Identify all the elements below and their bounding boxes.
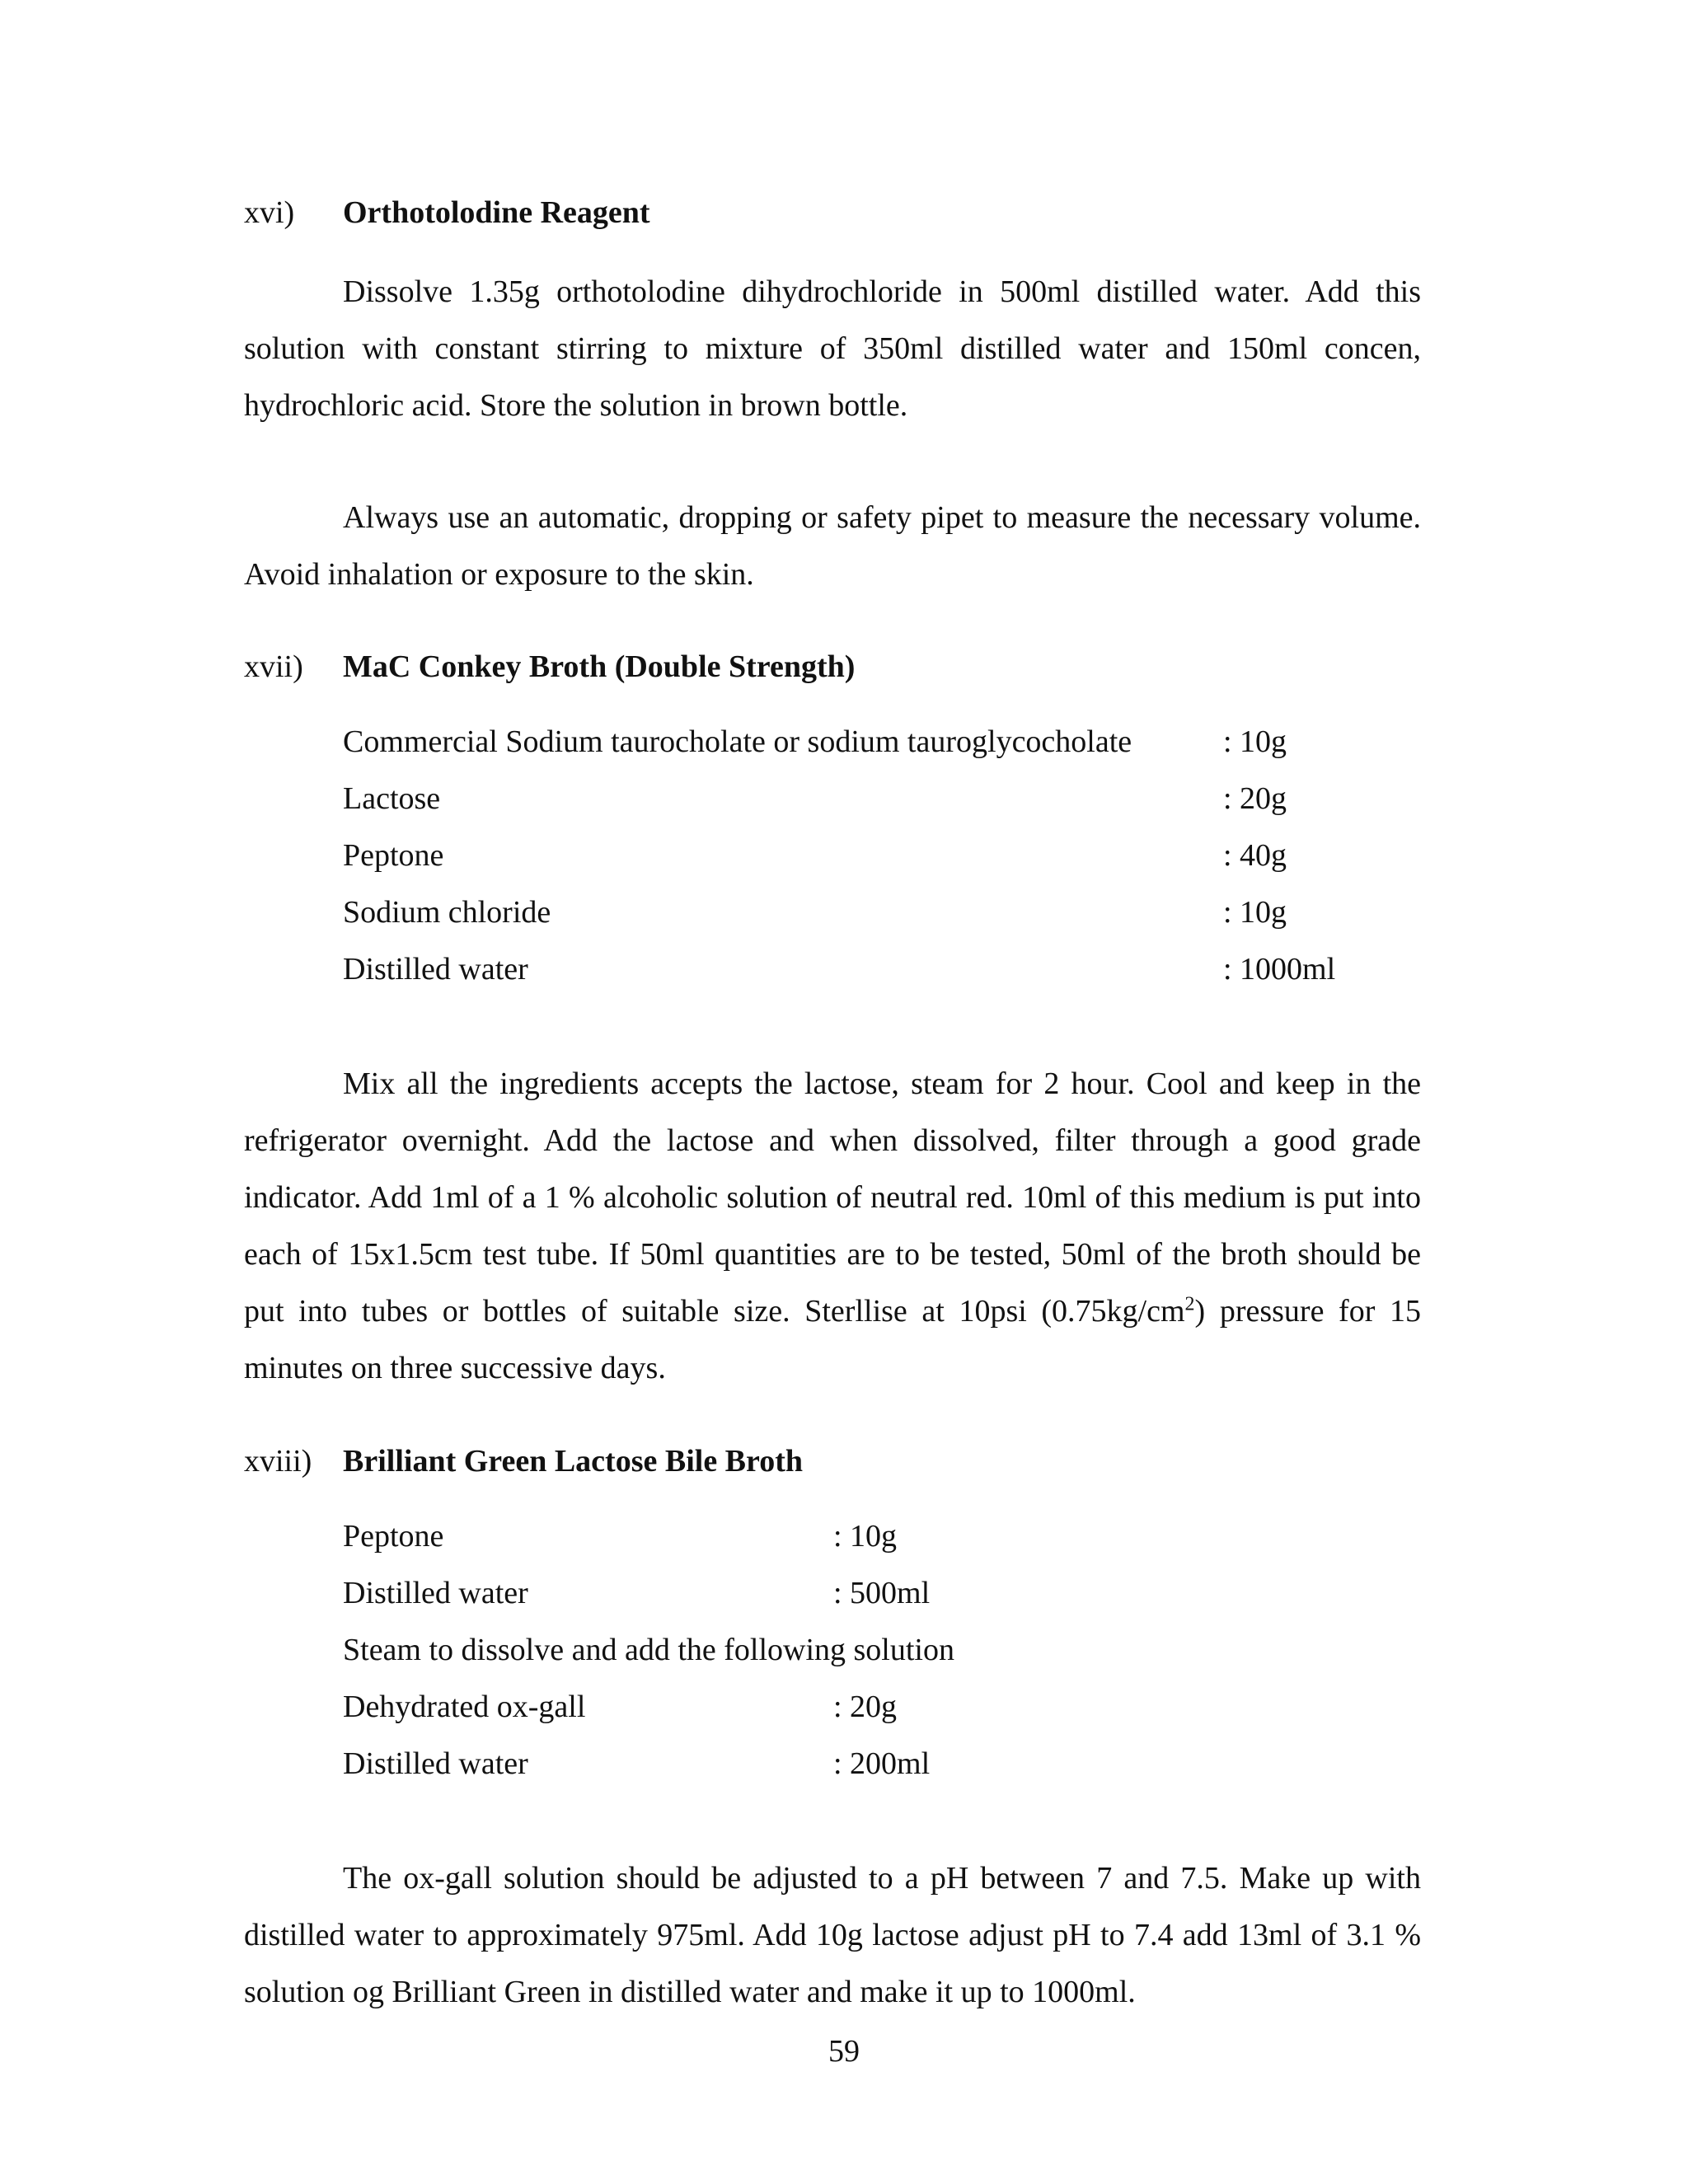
ingredient-name: Sodium chloride: [343, 895, 551, 930]
ingredient-amount: : 20g: [833, 1690, 898, 1724]
ingredient-name: Peptone: [343, 838, 444, 873]
section-title: Brilliant Green Lactose Bile Broth: [343, 1444, 803, 1479]
page-number: 59: [828, 2034, 860, 2069]
ingredient-amount: : 20g: [1223, 781, 1287, 816]
ingredient-name: Dehydrated ox-gall: [343, 1690, 586, 1724]
ingredient-name: Lactose: [343, 781, 441, 816]
superscript: 2: [1184, 1293, 1195, 1315]
paragraph-text: ) pressure for 15 minutes on three successive days.: [244, 1294, 1421, 1385]
instruction-line: Steam to dissolve and add the following solution: [343, 1633, 954, 1667]
paragraph-text: Mix all the ingredients accepts the lactose, steam for 2 hour. Cool and keep in the refrigerator overnight. Add the lactose and when dissolved, filter through a good grade indicator. Add 1ml of a 1 % alcoholic solution of neutral red. 10ml of this medium is put into each of 15x1.5cm test tube. If 50ml quantities are to be tested, 50ml of the broth should be put into tubes or bottles of suitable size. Sterllise at 10psi (0.75kg/cm: [244, 1066, 1421, 1329]
ingredient-name: Commercial Sodium taurocholate or sodium tauroglycocholate: [343, 724, 1132, 759]
ingredient-amount: : 1000ml: [1223, 952, 1336, 987]
section-title: Orthotolodine Reagent: [343, 195, 650, 230]
section-number: xvii): [244, 649, 303, 684]
paragraph: Dissolve 1.35g orthotolodine dihydrochloride in 500ml distilled water. Add this solution with constant stirring to mixture of 350ml distilled water and 150ml concen, hydrochloric acid. Store the solution in brown bottle.: [244, 274, 1421, 423]
section-title: MaC Conkey Broth (Double Strength): [343, 649, 856, 684]
ingredient-amount: : 10g: [1223, 895, 1287, 930]
ingredient-name: Peptone: [343, 1519, 444, 1554]
section-number: xvi): [244, 195, 295, 230]
paragraph: [244, 1056, 1421, 1397]
paragraph: Always use an automatic, dropping or safety pipet to measure the necessary volume. Avoid inhalation or exposure to the skin.: [244, 500, 1421, 592]
ingredient-name: Distilled water: [343, 1746, 528, 1781]
ingredient-amount: : 10g: [833, 1519, 898, 1554]
ingredient-name: Distilled water: [343, 1576, 528, 1610]
ingredient-amount: : 500ml: [833, 1576, 931, 1610]
paragraph: The ox-gall solution should be adjusted to a pH between 7 and 7.5. Make up with distilled water to approximately 975ml. Add 10g lactose adjust pH to 7.4 add 13ml of 3.1 % solution og Brilliant Green in distilled water and make it up to 1000ml.: [244, 1861, 1421, 2009]
ingredient-name: Distilled water: [343, 952, 528, 987]
ingredient-amount: : 10g: [1223, 724, 1287, 759]
section-number: xviii): [244, 1444, 312, 1479]
ingredient-amount: : 200ml: [833, 1746, 931, 1781]
ingredient-amount: : 40g: [1223, 838, 1287, 873]
